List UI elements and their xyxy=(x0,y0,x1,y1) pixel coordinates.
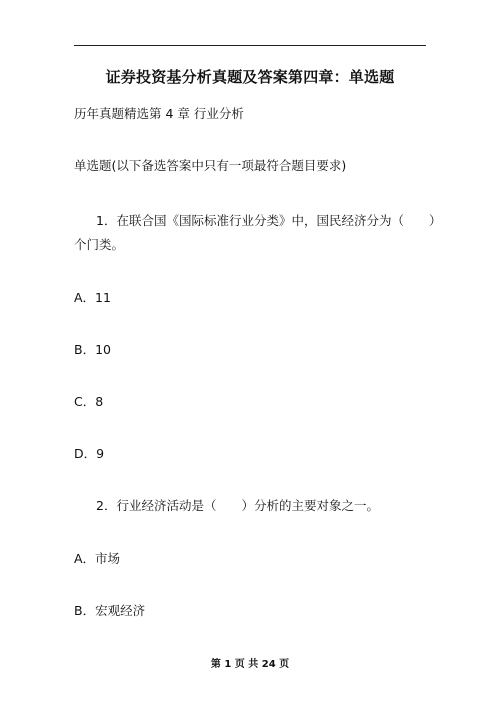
document-title: 证券投资基分析真题及答案第四章：单选题 xyxy=(105,68,395,86)
question-1-option-d: D．9 xyxy=(74,446,105,461)
page-number-footer: 第 1 页 共 24 页 xyxy=(210,659,290,670)
question-1-stem-line2: 个门类。 xyxy=(74,237,125,252)
question-2-option-a: A．市场 xyxy=(74,551,121,566)
question-1-option-a: A．11 xyxy=(74,290,111,305)
question-2-stem: 2．行业经济活动是（ ）分析的主要对象之一。 xyxy=(96,498,379,513)
question-1-option-b: B．10 xyxy=(74,342,111,357)
question-1-stem-line1: 1．在联合国《国际标准行业分类》中，国民经济分为（ ） xyxy=(96,213,442,228)
chapter-subtitle: 历年真题精选第 4 章 行业分析 xyxy=(74,106,244,121)
header-rule xyxy=(74,45,426,46)
question-2-option-b: B．宏观经济 xyxy=(74,603,146,618)
question-1-stem xyxy=(74,209,442,257)
instruction-text: 单选题(以下备选答案中只有一项最符合题目要求) xyxy=(74,158,347,173)
question-1-option-c: C．8 xyxy=(74,394,104,409)
